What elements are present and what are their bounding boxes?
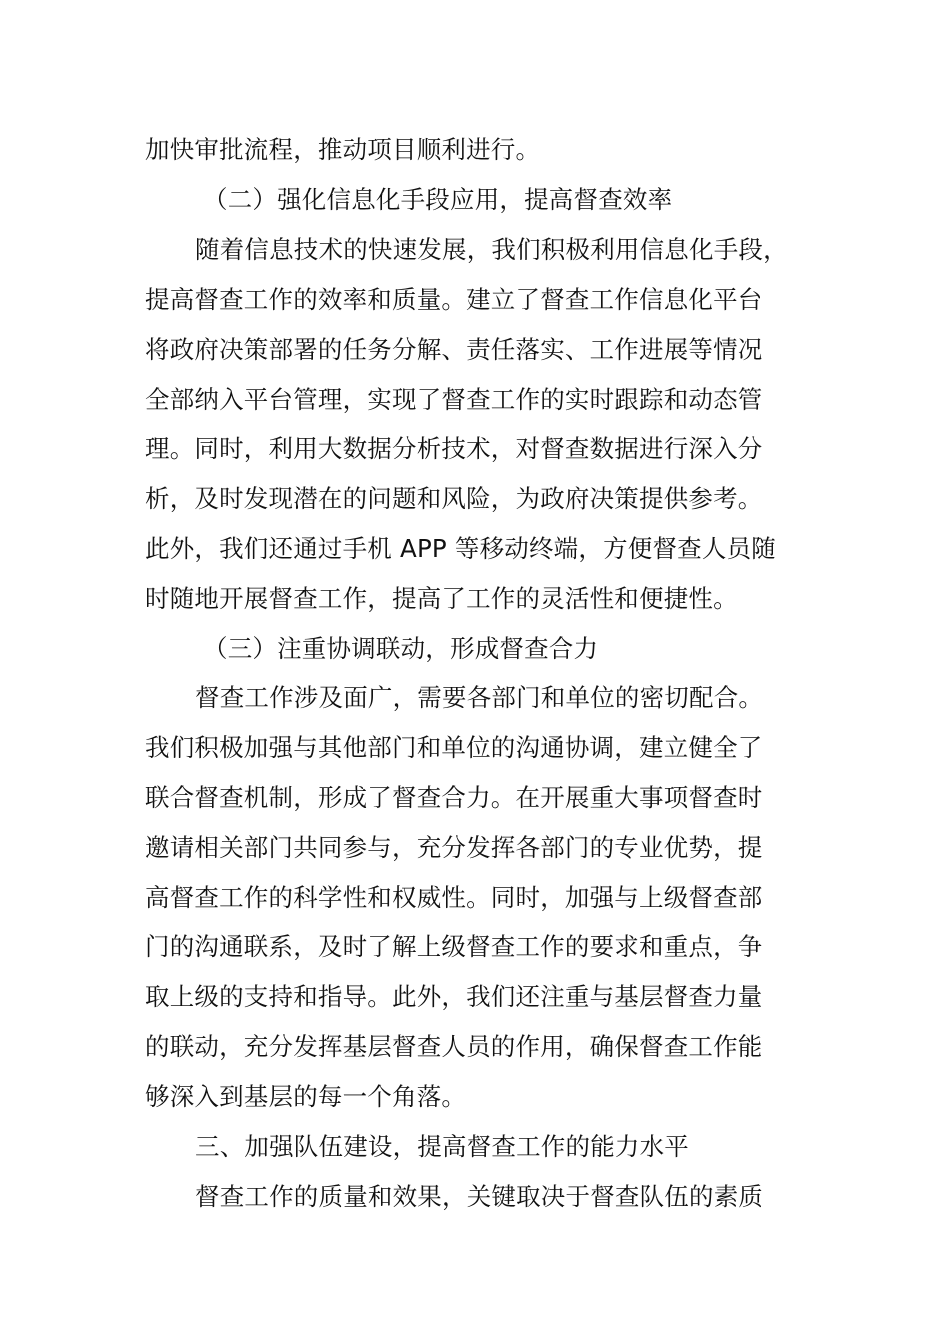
text-line-5: 将政府决策部署的任务分解、责任落实、工作进展等情况 xyxy=(145,335,763,364)
text-line-13: 我们积极加强与其他部门和单位的沟通协调，建立健全了 xyxy=(145,733,763,762)
text-line-14: 联合督查机制，形成了督查合力。在开展重大事项督查时 xyxy=(145,783,763,812)
chapter-heading-3: 三、加强队伍建设，提高督查工作的能力水平 xyxy=(195,1132,689,1161)
text-line-3: 随着信息技术的快速发展，我们积极利用信息化手段， xyxy=(195,235,788,264)
text-line-19: 的联动，充分发挥基层督查人员的作用，确保督查工作能 xyxy=(145,1032,763,1061)
text-line-17: 门的沟通联系，及时了解上级督查工作的要求和重点，争 xyxy=(145,932,763,961)
text-line-18: 取上级的支持和指导。此外，我们还注重与基层督查力量 xyxy=(145,982,763,1011)
text-line-12: 督查工作涉及面广，需要各部门和单位的密切配合。 xyxy=(195,683,764,712)
section-heading-2: （二）强化信息化手段应用，提高督查效率 xyxy=(203,185,673,214)
text-line-8: 析，及时发现潜在的问题和风险，为政府决策提供参考。 xyxy=(145,484,763,513)
text-line-7: 理。同时，利用大数据分析技术，对督查数据进行深入分 xyxy=(145,434,763,463)
text-line-16: 高督查工作的科学性和权威性。同时，加强与上级督查部 xyxy=(145,883,763,912)
text-line-20: 够深入到基层的每一个角落。 xyxy=(145,1082,467,1111)
text-line-9: 此外，我们还通过手机 APP 等移动终端，方便督查人员随 xyxy=(145,534,776,563)
section-heading-3: （三）注重协调联动，形成督查合力 xyxy=(203,634,599,663)
text-line-4: 提高督查工作的效率和质量。建立了督查工作信息化平台 xyxy=(145,285,763,314)
text-line-22: 督查工作的质量和效果，关键取决于督查队伍的素质 xyxy=(195,1182,764,1211)
text-line-10: 时随地开展督查工作，提高了工作的灵活性和便捷性。 xyxy=(145,584,738,613)
text-line-1: 加快审批流程，推动项目顺利进行。 xyxy=(145,135,541,164)
text-line-6: 全部纳入平台管理，实现了督查工作的实时跟踪和动态管 xyxy=(145,385,763,414)
text-line-15: 邀请相关部门共同参与，充分发挥各部门的专业优势，提 xyxy=(145,833,763,862)
